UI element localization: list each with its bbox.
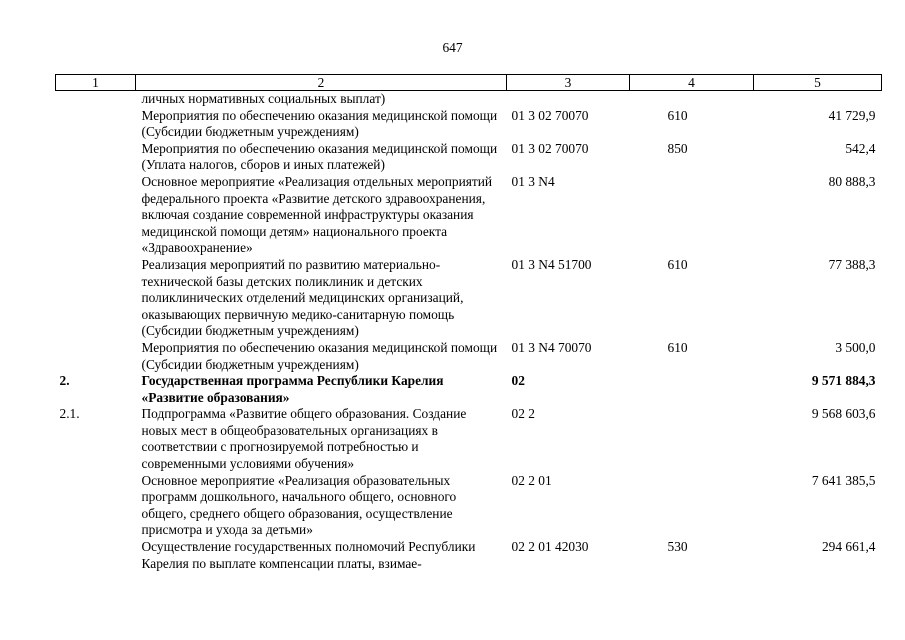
table-row <box>56 340 882 373</box>
row-name: Мероприятия по обеспечению оказания медицинской помощи (Уплата налогов, сборов и иных платежей) <box>141 140 498 173</box>
header-col-3: 3 <box>507 75 630 91</box>
row-department: 610 <box>667 339 688 355</box>
row-code <box>507 91 630 108</box>
table-row <box>56 406 882 472</box>
row-code: 02 <box>511 373 525 389</box>
table-row <box>56 91 882 108</box>
row-sum: 542,4 <box>845 140 876 156</box>
row-name: Осуществление государственных полномочий Республики Карелия по выплате компенсации платы, взимае- <box>141 539 476 571</box>
header-row <box>56 75 882 91</box>
row-department: 850 <box>667 140 688 156</box>
row-name: Государственная программа Республики Карелия «Развитие образования» <box>141 373 444 405</box>
page-number: 647 <box>442 40 463 55</box>
row-code: 01 3 N4 <box>511 173 555 189</box>
row-department <box>630 473 754 539</box>
row-number <box>56 539 136 572</box>
row-sum: 3 500,0 <box>835 339 876 355</box>
row-sum <box>754 91 882 108</box>
row-department <box>630 406 754 472</box>
budget-table <box>55 74 882 572</box>
row-number <box>56 141 136 174</box>
row-sum: 41 729,9 <box>828 107 876 123</box>
table-row <box>56 108 882 141</box>
table-row <box>56 373 882 406</box>
table-row <box>56 257 882 340</box>
row-number <box>56 340 136 373</box>
row-name: Мероприятия по обеспечению оказания медицинской помощи (Субсидии бюджетным учреждениям) <box>141 107 498 140</box>
table-row <box>56 141 882 174</box>
row-number <box>56 108 136 141</box>
header-col-1: 1 <box>56 75 136 91</box>
header-col-4: 4 <box>630 75 754 91</box>
row-sum: 9 568 603,6 <box>811 406 876 422</box>
row-code: 01 3 02 70070 <box>511 107 589 123</box>
row-department: 530 <box>667 539 688 555</box>
row-sum: 294 661,4 <box>821 539 876 555</box>
row-number <box>56 91 136 108</box>
row-name: Основное мероприятие «Реализация отдельных мероприятий федерального проекта «Развитие детского здравоохранения, включая создание современной инфраструктуры оказания медицинской помощи детям» национального проекта «Здравоохранение» <box>141 173 493 256</box>
row-department: 610 <box>667 256 688 272</box>
row-sum: 9 571 884,3 <box>811 373 876 389</box>
row-name: личных нормативных социальных выплат) <box>141 91 386 106</box>
row-code: 01 3 N4 51700 <box>511 256 592 272</box>
row-name: Основное мероприятие «Реализация образовательных программ дошкольного, начального общего, основного общего, среднего общего образования, осуществление присмотра и ухода за детьми» <box>141 472 457 538</box>
row-department <box>630 91 754 108</box>
row-sum: 77 388,3 <box>828 256 876 272</box>
row-code: 02 2 01 42030 <box>511 539 589 555</box>
row-number: 2.1. <box>59 406 80 422</box>
table-row <box>56 174 882 257</box>
row-number <box>56 473 136 539</box>
row-code: 01 3 02 70070 <box>511 140 589 156</box>
table-row <box>56 473 882 539</box>
table-row <box>56 539 882 572</box>
row-sum: 80 888,3 <box>828 173 876 189</box>
row-code: 02 2 01 <box>511 472 552 488</box>
header-col-2: 2 <box>136 75 507 91</box>
row-name: Подпрограмма «Развитие общего образования. Создание новых мест в общеобразовательных организациях в соответствии с прогнозируемой потребностью и современными условиями обучения» <box>141 406 467 472</box>
row-department <box>630 174 754 257</box>
row-name: Мероприятия по обеспечению оказания медицинской помощи (Субсидии бюджетным учреждениям) <box>141 339 498 372</box>
row-number: 2. <box>59 373 70 389</box>
row-department <box>630 373 754 406</box>
row-sum: 7 641 385,5 <box>811 472 876 488</box>
header-col-5: 5 <box>754 75 882 91</box>
row-code: 02 2 <box>511 406 535 422</box>
row-name: Реализация мероприятий по развитию материально-технической базы детских поликлиник и детских поликлинических отделений медицинских организаций, оказывающих первичную медико-санитарную помощь (Субсидии бюджетным учреждениям) <box>141 256 464 339</box>
row-number <box>56 257 136 340</box>
row-number <box>56 174 136 257</box>
row-code: 01 3 N4 70070 <box>511 339 592 355</box>
row-department: 610 <box>667 107 688 123</box>
